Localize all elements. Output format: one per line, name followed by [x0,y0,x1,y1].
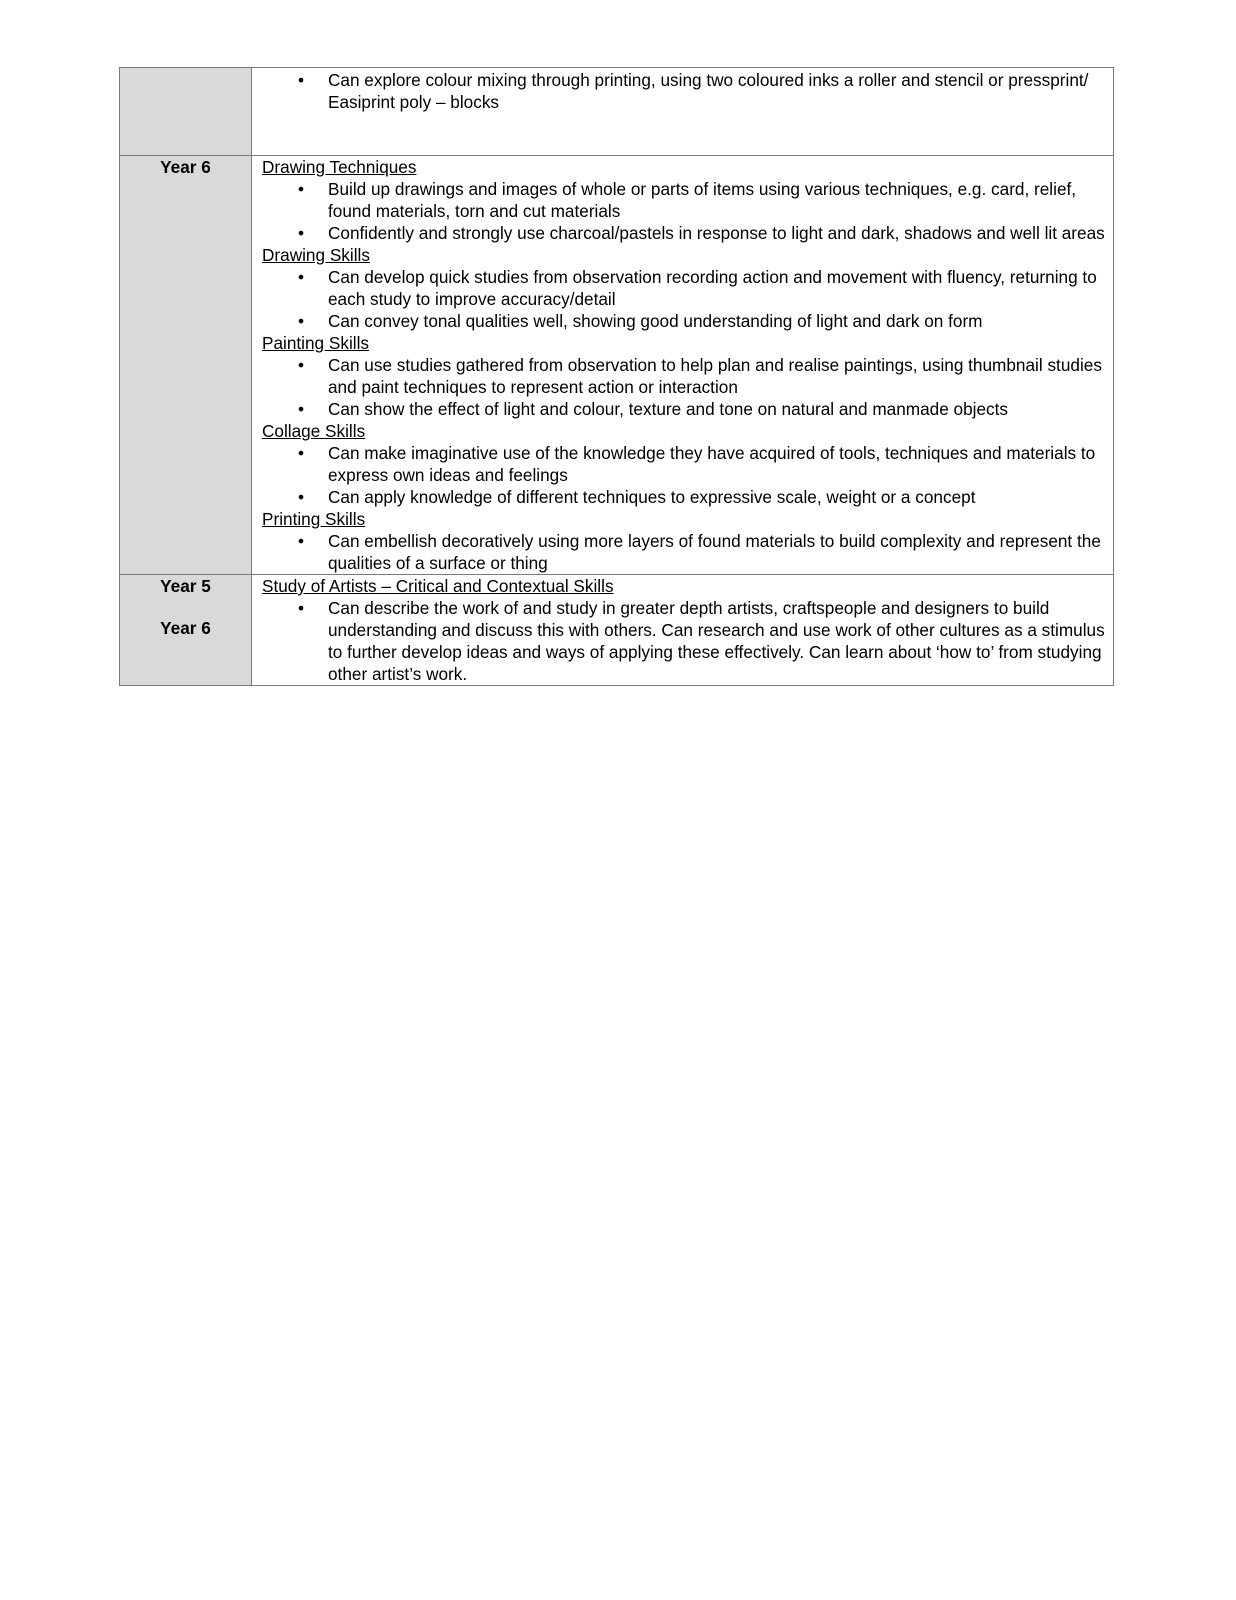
bullet-list [262,597,1105,685]
list-item [262,597,1105,685]
content-cell [252,68,1114,156]
bullet-icon: • [297,598,305,618]
list-item-text: Can apply knowledge of different techniques to expressive scale, weight or a concept [328,487,976,507]
bullet-list [262,266,1105,332]
section-heading: Drawing Skills [262,245,370,265]
list-item [262,310,1105,332]
list-item [262,69,1105,113]
bullet-list [262,69,1105,113]
list-item-text: Can describe the work of and study in greater depth artists, craftspeople and designers to build understanding and discuss this with others. Can research and use work of other cultures as a stimulus to further develop ideas and ways of applying these effectively. Can learn about ‘how to’ from studying other artist’s work. [328,598,1105,684]
list-item [262,442,1105,486]
curriculum-table [119,67,1114,686]
section-heading: Printing Skills [262,509,366,529]
list-item-text: Can use studies gathered from observation to help plan and realise paintings, using thumbnail studies and paint techniques to represent action or interaction [328,355,1102,397]
list-item [262,530,1105,574]
section-heading: Collage Skills [262,421,366,441]
bullet-icon: • [297,223,305,243]
section-heading: Drawing Techniques [262,157,417,177]
content-cell [252,156,1114,575]
list-item [262,486,1105,508]
table-row [120,68,1114,156]
list-item-text: Can convey tonal qualities well, showing good understanding of light and dark on form [328,311,983,331]
list-item [262,354,1105,398]
list-item-text: Build up drawings and images of whole or parts of items using various techniques, e.g. card, relief, found materials, torn and cut materials [328,179,1077,221]
section-heading: Study of Artists – Critical and Contextual Skills [262,576,614,596]
bullet-icon: • [297,487,305,507]
year-label: Year 5 [160,576,211,596]
year-cell [120,156,252,575]
list-item [262,398,1105,420]
bullet-icon: • [297,355,305,375]
list-item [262,266,1105,310]
year-label: Year 6 [160,157,211,177]
spacer [120,597,251,617]
bullet-icon: • [297,179,305,199]
bullet-list [262,442,1105,508]
bullet-icon: • [297,267,305,287]
bullet-icon: • [297,70,305,90]
bullet-icon: • [297,399,305,419]
bullet-icon: • [297,443,305,463]
list-item-text: Confidently and strongly use charcoal/pastels in response to light and dark, shadows and well lit areas [328,223,1105,243]
bullet-icon: • [297,311,305,331]
list-item-text: Can show the effect of light and colour, texture and tone on natural and manmade objects [328,399,1008,419]
bullet-list [262,354,1105,420]
year-cell [120,68,252,156]
list-item-text: Can explore colour mixing through printing, using two coloured inks a roller and stencil or pressprint/ Easiprint poly – blocks [328,70,1089,112]
bullet-list [262,530,1105,574]
list-item [262,222,1105,244]
year-label: Year 6 [160,618,211,638]
content-cell [252,575,1114,686]
section-heading: Painting Skills [262,333,369,353]
year-cell [120,575,252,686]
list-item-text: Can embellish decoratively using more layers of found materials to build complexity and represent the qualities of a surface or thing [328,531,1101,573]
table-row [120,575,1114,686]
bullet-list [262,178,1105,244]
list-item [262,178,1105,222]
table-row [120,156,1114,575]
list-item-text: Can make imaginative use of the knowledge they have acquired of tools, techniques and materials to express own ideas and feelings [328,443,1096,485]
list-item-text: Can develop quick studies from observation recording action and movement with fluency, returning to each study to improve accuracy/detail [328,267,1097,309]
bullet-icon: • [297,531,305,551]
